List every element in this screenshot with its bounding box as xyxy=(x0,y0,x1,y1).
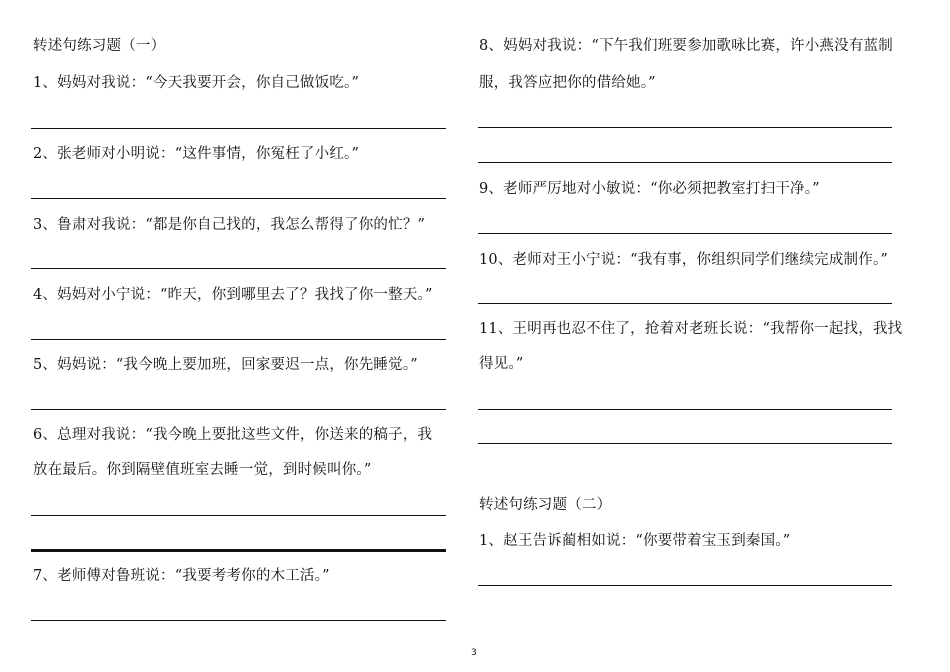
answer-line-11b[interactable] xyxy=(478,443,892,444)
answer-line-8a[interactable] xyxy=(478,127,892,128)
section-title-1: 转述句练习题（一） xyxy=(33,38,166,54)
question-6-line-1: 6、总理对我说：“我今晚上要批这些文件，你送来的稿子，我 xyxy=(33,427,433,443)
answer-line-1[interactable] xyxy=(31,128,446,129)
section-2-question-1: 1、赵王告诉蔺相如说：“你要带着宝玉到秦国。” xyxy=(479,533,791,549)
question-7: 7、老师傅对鲁班说：“我要考考你的木工活。” xyxy=(33,568,330,584)
question-6-line-2: 放在最后。你到隔壁值班室去睡一觉，到时候叫你。” xyxy=(33,462,372,478)
page-number: 3 xyxy=(471,648,477,658)
section-title-2: 转述句练习题（二） xyxy=(479,497,612,513)
question-10: 10、老师对王小宁说：“我有事，你组织同学们继续完成制作。” xyxy=(479,252,889,268)
answer-line-7[interactable] xyxy=(31,620,446,621)
answer-line-6a[interactable] xyxy=(31,515,446,516)
question-8-line-1: 8、妈妈对我说：“下午我们班要参加歌咏比赛，许小燕没有蓝制 xyxy=(479,38,893,54)
question-2: 2、张老师对小明说：“这件事情，你冤枉了小红。” xyxy=(33,146,360,162)
question-11-line-1: 11、王明再也忍不住了，抢着对老班长说：“我帮你一起找，我找 xyxy=(479,321,903,337)
answer-line-11a[interactable] xyxy=(478,409,892,410)
answer-line-9[interactable] xyxy=(478,233,892,234)
question-4: 4、妈妈对小宁说：“昨天，你到哪里去了？我找了你一整天。” xyxy=(33,287,433,303)
question-5: 5、妈妈说：“我今晚上要加班，回家要迟一点，你先睡觉。” xyxy=(33,357,418,373)
answer-line-5[interactable] xyxy=(31,409,446,410)
answer-line-4[interactable] xyxy=(31,339,446,340)
answer-line-3[interactable] xyxy=(31,268,446,269)
question-3: 3、鲁肃对我说：“都是你自己找的，我怎么帮得了你的忙？” xyxy=(33,217,426,233)
answer-line-8b[interactable] xyxy=(478,162,892,163)
answer-line-6b[interactable] xyxy=(31,549,446,552)
answer-line-10[interactable] xyxy=(478,303,892,304)
answer-line-s2-1[interactable] xyxy=(478,585,892,586)
question-11-line-2: 得见。” xyxy=(479,356,524,372)
question-9: 9、老师严厉地对小敏说：“你必须把教室打扫干净。” xyxy=(479,181,820,197)
question-8-line-2: 服，我答应把你的借给她。” xyxy=(479,75,656,91)
answer-line-2[interactable] xyxy=(31,198,446,199)
question-1: 1、妈妈对我说：“今天我要开会，你自己做饭吃。” xyxy=(33,75,360,91)
